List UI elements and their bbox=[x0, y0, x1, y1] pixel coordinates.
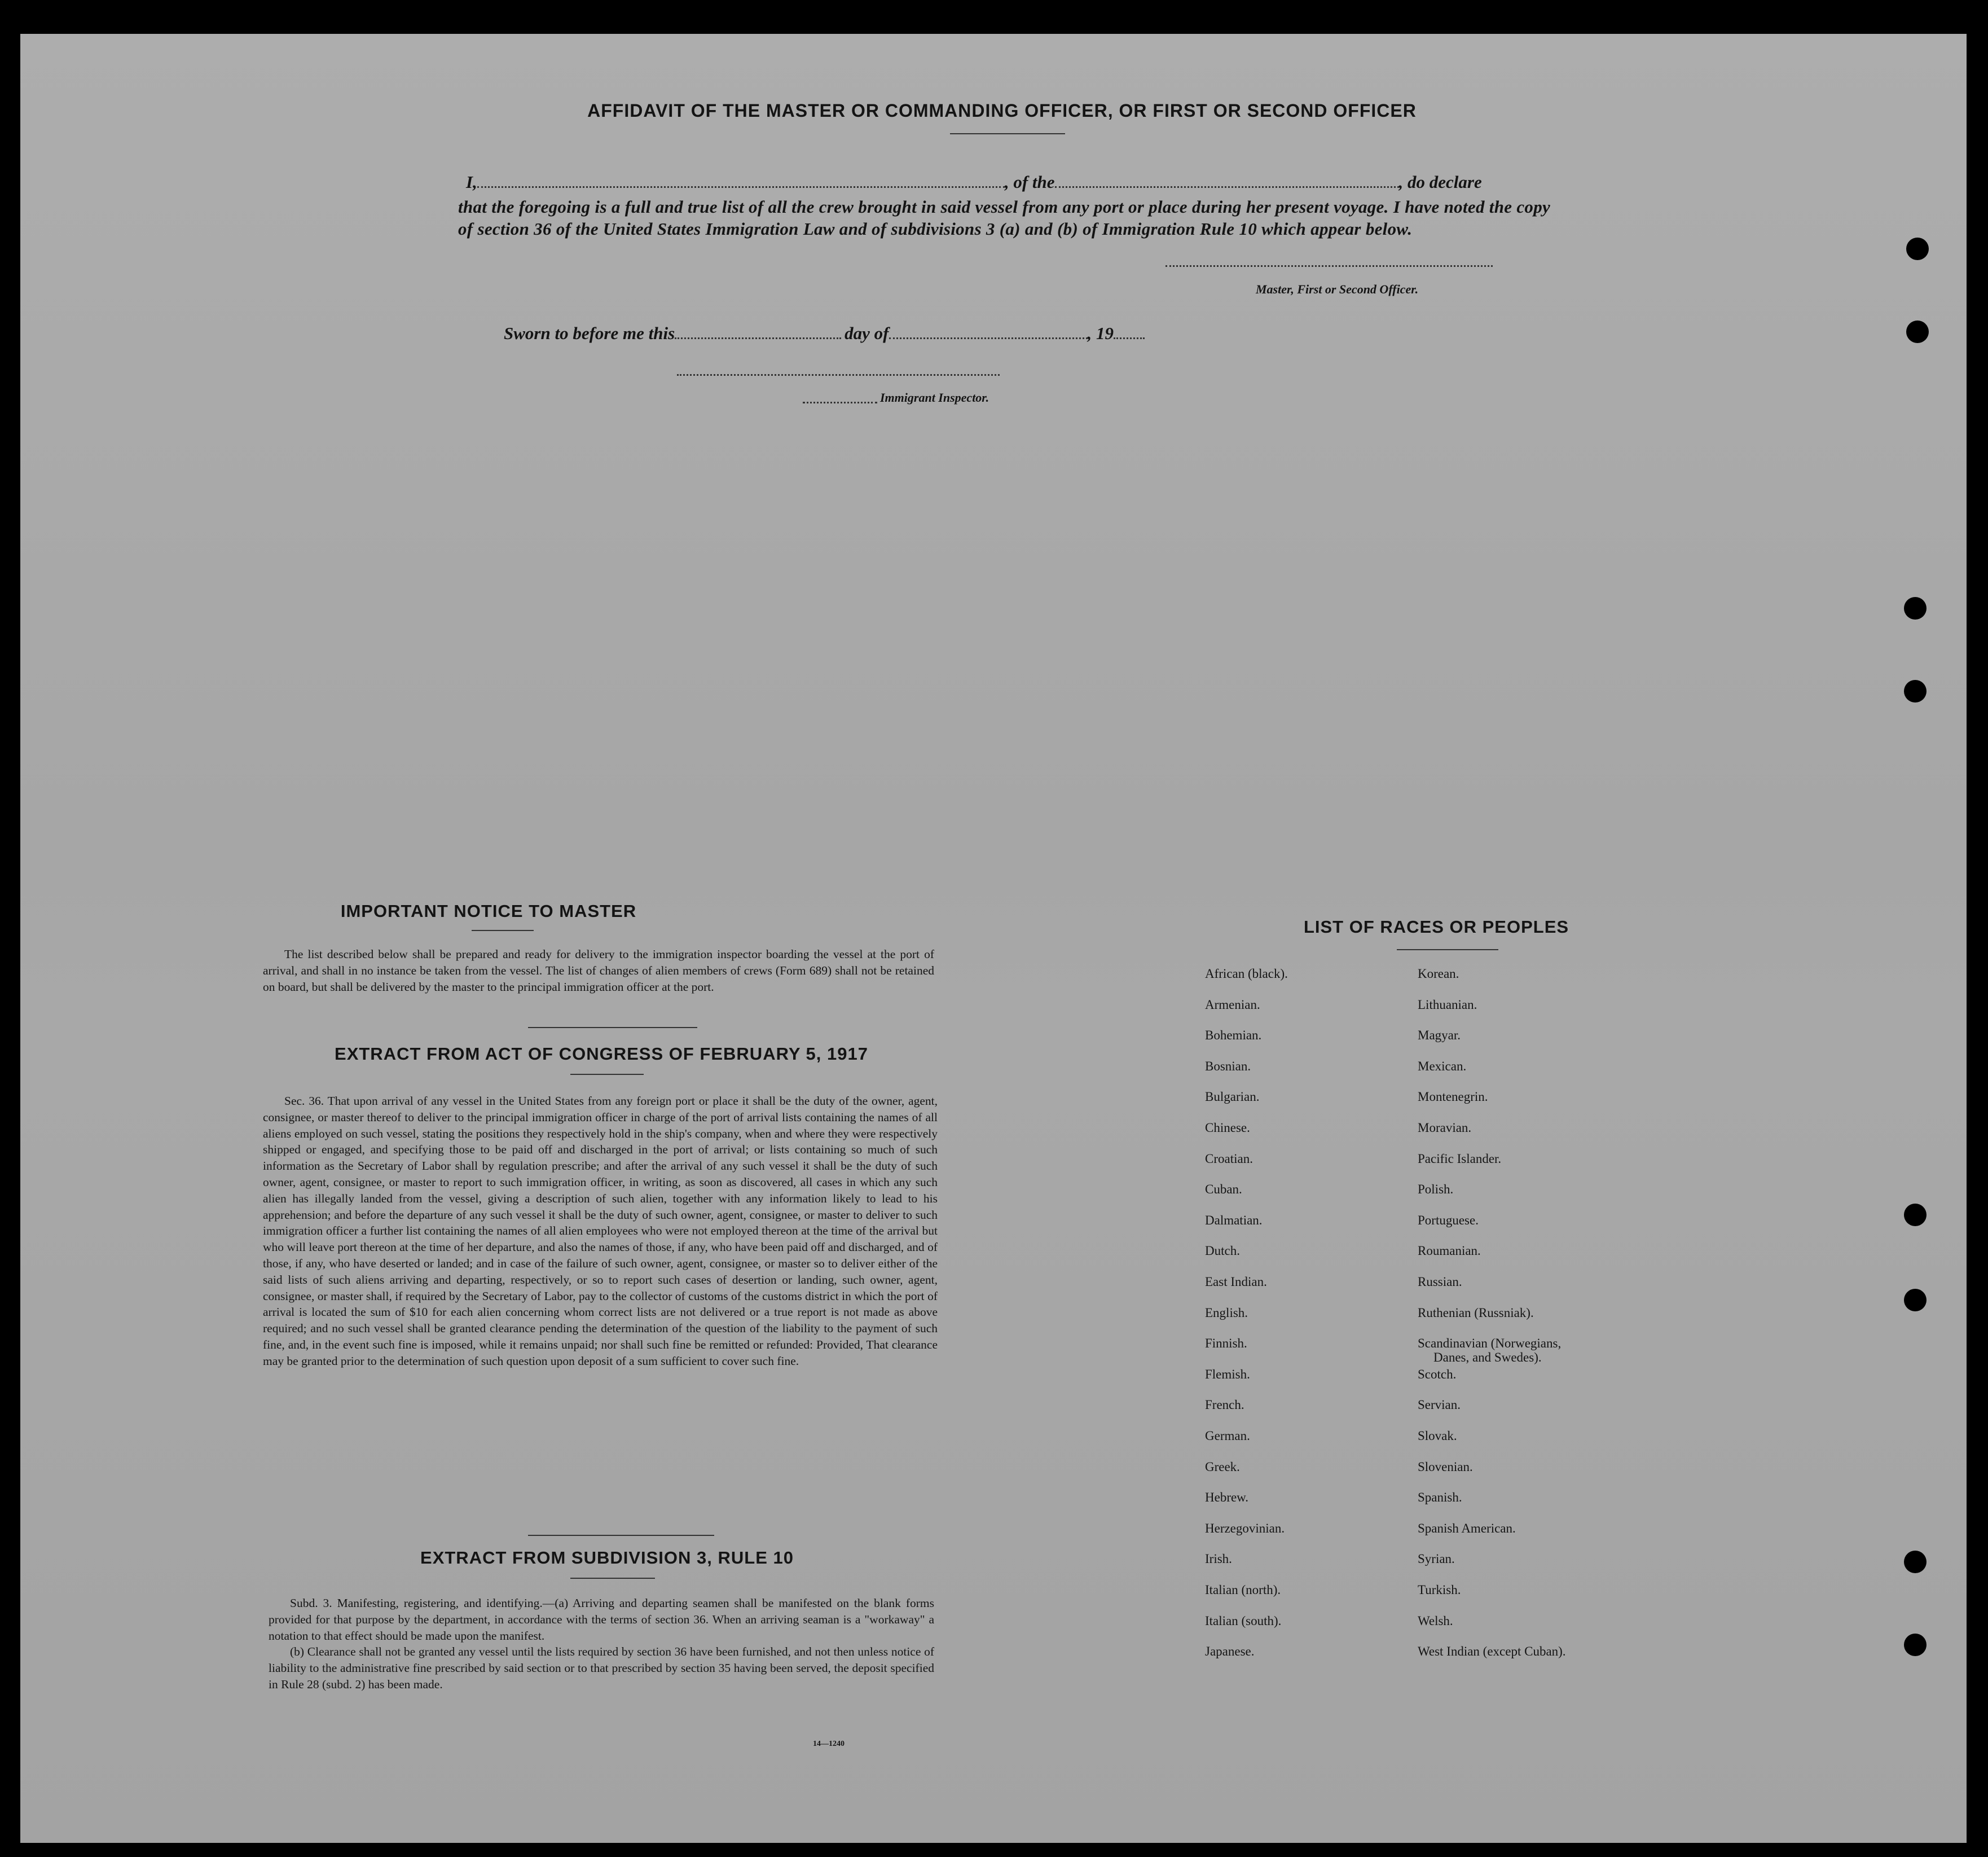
form-number: 14—1240 bbox=[813, 1740, 845, 1748]
extract-act-title: EXTRACT FROM ACT OF CONGRESS OF FEBRUARY 5, 1917 bbox=[335, 1044, 868, 1064]
notice-text bbox=[263, 946, 934, 995]
notice-title: IMPORTANT NOTICE TO MASTER bbox=[340, 901, 637, 921]
race-item: Finnish. bbox=[1205, 1336, 1247, 1351]
race-item: Magyar. bbox=[1418, 1028, 1461, 1043]
officer-signature-label: Master, First or Second Officer. bbox=[1256, 282, 1419, 296]
races-title-underline bbox=[1397, 949, 1498, 950]
race-item: French. bbox=[1205, 1398, 1244, 1412]
punch-hole bbox=[1906, 238, 1929, 260]
document-sheet bbox=[20, 34, 1967, 1843]
race-item: Dutch. bbox=[1205, 1244, 1240, 1258]
extract-rule-title: EXTRACT FROM SUBDIVISION 3, RULE 10 bbox=[420, 1548, 794, 1568]
declare-label: , do declare bbox=[1398, 172, 1482, 192]
sworn-day-field[interactable] bbox=[675, 337, 841, 339]
race-item: Welsh. bbox=[1418, 1613, 1453, 1628]
punch-hole bbox=[1904, 1634, 1927, 1656]
race-item: Bohemian. bbox=[1205, 1028, 1262, 1043]
race-item: Moravian. bbox=[1418, 1121, 1472, 1135]
subdivision-a-paragraph: Subd. 3. Manifesting, registering, and identifying.—(a) Arriving and departing seamen shall be manifested on the blank forms provided for that purpose by the department, in accordance with the terms of section 36. When an arriving seaman is a "workaway" a notation to that effect should be made upon the manifest. bbox=[269, 1596, 934, 1643]
declarant-prefix: I, bbox=[466, 172, 477, 192]
sworn-year-field[interactable] bbox=[1114, 337, 1145, 339]
punch-hole bbox=[1904, 597, 1927, 620]
race-item: Servian. bbox=[1418, 1398, 1461, 1412]
of-the-label: , of the bbox=[1004, 172, 1055, 192]
extract-act-divider bbox=[528, 1535, 714, 1536]
race-item: Lithuanian. bbox=[1418, 997, 1477, 1012]
race-item: Spanish. bbox=[1418, 1490, 1462, 1505]
race-item: Italian (south). bbox=[1205, 1613, 1282, 1628]
notice-title-underline bbox=[472, 930, 534, 931]
punch-hole bbox=[1904, 680, 1927, 703]
race-item: Portuguese. bbox=[1418, 1213, 1479, 1227]
race-item: East Indian. bbox=[1205, 1275, 1267, 1289]
punch-hole bbox=[1904, 1204, 1927, 1226]
race-item: Bulgarian. bbox=[1205, 1090, 1260, 1104]
affidavit-statement: that the foregoing is a full and true list of all the crew brought in said vessel from any port or place during her present voyage. I have noted the copy of section 36 of the United States Immigration Law and of subdivisions 3 (a) and (b) of Immigration Rule 10 which appear below. bbox=[458, 197, 1551, 239]
race-item: Hebrew. bbox=[1205, 1490, 1249, 1505]
vessel-name-field[interactable] bbox=[1055, 186, 1399, 188]
race-item: Syrian. bbox=[1418, 1552, 1455, 1566]
race-item: Flemish. bbox=[1205, 1367, 1250, 1381]
race-item: Ruthenian (Russniak). bbox=[1418, 1305, 1534, 1320]
notice-divider bbox=[528, 1027, 697, 1028]
race-item: Irish. bbox=[1205, 1552, 1232, 1566]
race-item: Montenegrin. bbox=[1418, 1090, 1488, 1104]
punch-hole bbox=[1904, 1551, 1927, 1573]
race-item: Pacific Islander. bbox=[1418, 1151, 1502, 1166]
notice-paragraph: The list described below shall be prepared and ready for delivery to the immigration inspector boarding the vessel at the port of arrival, and shall in no instance be taken from the vessel. The list of changes of alien members of crews (Form 689) shall not be retained on board, but shall be delivered by the master to the principal immigration officer at the port. bbox=[263, 947, 934, 994]
race-item: Russian. bbox=[1418, 1275, 1462, 1289]
officer-signature-field[interactable] bbox=[1165, 265, 1493, 267]
race-item: Japanese. bbox=[1205, 1644, 1255, 1659]
punch-hole bbox=[1906, 321, 1929, 343]
race-item: Polish. bbox=[1418, 1182, 1454, 1197]
affidavit-declaration-line bbox=[466, 172, 1555, 192]
subdivision-b-paragraph: (b) Clearance shall not be granted any vessel until the lists required by section 36 have been furnished, and not then unless notice of liability to the administrative fine prescribed by said section or to that prescribed by section 35 having been served, the deposit specified in Rule 28 (subd. 2) has been made. bbox=[269, 1645, 934, 1691]
inspector-label: Immigrant Inspector. bbox=[880, 390, 989, 405]
race-item: Dalmatian. bbox=[1205, 1213, 1263, 1227]
inspector-signature-field[interactable] bbox=[677, 374, 1000, 376]
year-label: , 19 bbox=[1087, 323, 1114, 343]
race-item: Mexican. bbox=[1418, 1059, 1467, 1073]
extract-act-underline bbox=[570, 1074, 644, 1075]
race-item: Danes, and Swedes). bbox=[1433, 1350, 1542, 1365]
sworn-line bbox=[504, 323, 1145, 344]
race-item: Croatian. bbox=[1205, 1151, 1253, 1166]
race-item: Slovenian. bbox=[1418, 1459, 1473, 1474]
race-item: Scandinavian (Norwegians, bbox=[1418, 1336, 1562, 1351]
extract-act-text bbox=[263, 1093, 938, 1369]
section-36-paragraph: Sec. 36. That upon arrival of any vessel in the United States from any foreign port or place it shall be the duty of the owner, agent, consignee, or master thereof to deliver to the principal immigration officer in charge of the port of arrival lists containing the names of all aliens employed on such vessel, stating the positions they respectively hold in the ship's company, when and where they were respectively shipped or engaged, and specifying those to be paid off and discharged in the port of arrival; or lists containing so much of such information as the Secretary of Labor shall by regulation prescribe; and after the arrival of any such vessel it shall be the duty of such owner, agent, consignee, or master to report to such immigration officer, in writing, as soon as discovered, all cases in which any such alien has illegally landed from the vessel, giving a description of such alien, together with any information likely to lead to his apprehension; and before the departure of any such vessel it shall be the duty of such owner, agent, consignee, or master to deliver to such immigration officer a further list containing the names of all alien employees who were not employed thereon at the time of the arrival but who will leave port thereon at the time of her departure, and also the names of those, if any, who have been paid off and discharged, and of those, if any, who have deserted or landed; and in case of the failure of such owner, agent, consignee, or master so to deliver either of the said lists of such aliens arriving and departing, respectively, or so to report such cases of desertion or landing, such owner, agent, consignee, or master shall, if required by the Secretary of Labor, pay to the collector of customs of the customs district in which the port of arrival is located the sum of $10 for each alien concerning whom correct lists are not delivered or a true report is not made as above required; and no such vessel shall be granted clearance pending the determination of the question of the liability to the payment of such fine, and, in the event such fine is imposed, while it remains unpaid; nor shall such fine be remitted or refunded: Provided, That clearance may be granted prior to the determination of such question upon deposit of a sum sufficient to cover such fine. bbox=[263, 1094, 938, 1368]
race-item: West Indian (except Cuban). bbox=[1418, 1644, 1566, 1659]
race-item: Herzegovinian. bbox=[1205, 1521, 1285, 1535]
race-item: German. bbox=[1205, 1429, 1250, 1443]
title-underline bbox=[950, 133, 1065, 134]
affidavit-title: AFFIDAVIT OF THE MASTER OR COMMANDING OFFICER, OR FIRST OR SECOND OFFICER bbox=[587, 100, 1417, 121]
declarant-name-field[interactable] bbox=[477, 186, 1005, 188]
race-item: English. bbox=[1205, 1305, 1248, 1320]
race-item: Scotch. bbox=[1418, 1367, 1457, 1381]
inspector-dotted-lead bbox=[803, 402, 877, 403]
race-item: Armenian. bbox=[1205, 997, 1260, 1012]
race-item: Italian (north). bbox=[1205, 1583, 1281, 1597]
sworn-prefix: Sworn to before me this bbox=[504, 323, 675, 343]
race-item: Spanish American. bbox=[1418, 1521, 1516, 1535]
extract-rule-text bbox=[269, 1595, 934, 1693]
race-item: Korean. bbox=[1418, 967, 1459, 981]
punch-hole bbox=[1904, 1289, 1927, 1311]
race-item: Chinese. bbox=[1205, 1121, 1250, 1135]
race-item: Greek. bbox=[1205, 1459, 1240, 1474]
race-item: Cuban. bbox=[1205, 1182, 1242, 1197]
day-of-label: day of bbox=[845, 323, 889, 343]
races-title: LIST OF RACES OR PEOPLES bbox=[1303, 917, 1569, 937]
race-item: Turkish. bbox=[1418, 1583, 1461, 1597]
race-item: Roumanian. bbox=[1418, 1244, 1481, 1258]
extract-rule-underline bbox=[570, 1578, 655, 1579]
race-item: African (black). bbox=[1205, 967, 1288, 981]
race-item: Bosnian. bbox=[1205, 1059, 1251, 1073]
race-item: Slovak. bbox=[1418, 1429, 1457, 1443]
sworn-month-field[interactable] bbox=[889, 337, 1088, 339]
